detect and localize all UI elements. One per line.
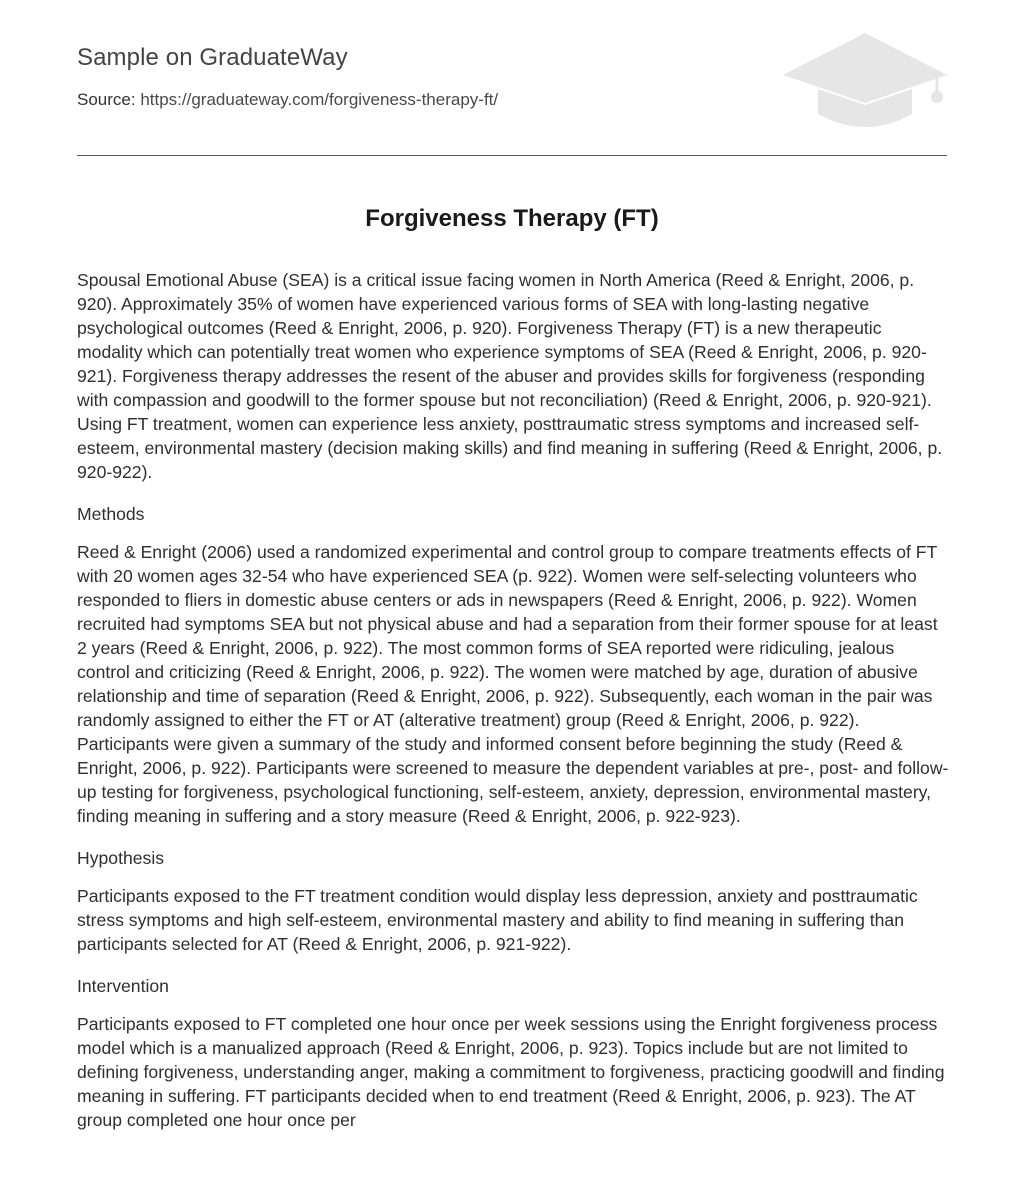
- methods-paragraph: Reed & Enright (2006) used a randomized experimental and control group to compare treatments effects of FT with 20 women ages 32-54 who have experienced SEA (p. 922). Women were self-selecting volunteers who responded to fliers in domestic abuse centers or ads in newspapers (Reed & Enright, 2006, p. 922). Women recruited had symptoms SEA but not physical abuse and had a separation from their former spouse for at least 2 years (Reed & Enright, 2006, p. 922). The most common forms of SEA reported were ridiculing, jealous control and criticizing (Reed & Enright, 2006, p. 922). The women were matched by age, duration of abusive relationship and time of separation (Reed & Enright, 2006, p. 922). Subsequently, each woman in the pair was randomly assigned to either the FT or AT (alterative treatment) group (Reed & Enright, 2006, p. 922). Participants were given a summary of the study and informed consent before beginning the study (Reed & Enright, 2006, p. 922). Participants were screened to measure the dependent variables at pre-, post- and follow-up testing for forgiveness, psychological functioning, self-esteem, anxiety, depression, environmental mastery, finding meaning in suffering and a story measure (Reed & Enright, 2006, p. 922-923).: [77, 542, 949, 826]
- intervention-heading: Intervention: [77, 976, 169, 996]
- intervention-paragraph: Participants exposed to FT completed one hour once per week sessions using the Enright forgiveness process model which is a manualized approach (Reed & Enright, 2006, p. 923). Topics include but are not limited to defining forgiveness, understanding anger, making a commitment to forgiveness, practicing goodwill and finding meaning in suffering. FT participants decided when to end treatment (Reed & Enright, 2006, p. 923). The AT group completed one hour once per: [77, 1014, 945, 1130]
- page: [77, 0, 949, 1130]
- document-body: [77, 268, 949, 1150]
- document-title: Forgiveness Therapy (FT): [365, 205, 659, 232]
- source-line: [77, 90, 498, 110]
- site-title: Sample on GraduateWay: [77, 44, 348, 71]
- hypothesis-paragraph: Participants exposed to the FT treatment condition would display less depression, anxiety and posttraumatic stress symptoms and high self-esteem, environmental mastery and ability to find meaning in suffering than participants selected for AT (Reed & Enright, 2006, p. 921-922).: [77, 886, 918, 954]
- source-label: Source:: [77, 90, 141, 109]
- graduation-cap-icon: [782, 32, 948, 132]
- header-divider: [77, 155, 947, 156]
- hypothesis-heading: Hypothesis: [77, 848, 165, 868]
- header: [77, 0, 947, 156]
- source-link[interactable]: https://graduateway.com/forgiveness-therapy-ft/: [140, 90, 499, 109]
- intro-paragraph: Spousal Emotional Abuse (SEA) is a critical issue facing women in North America (Reed & Enright, 2006, p. 920). Approximately 35% of women have experienced various forms of SEA with long-lasting negative psychological outcomes (Reed & Enright, 2006, p. 920). Forgiveness Therapy (FT) is a new therapeutic modality which can potentially treat women who experience symptoms of SEA (Reed & Enright, 2006, p. 920-921). Forgiveness therapy addresses the resent of the abuser and provides skills for forgiveness (responding with compassion and goodwill to the former spouse but not reconciliation) (Reed & Enright, 2006, p. 920-921). Using FT treatment, women can experience less anxiety, posttraumatic stress symptoms and increased self-esteem, environmental mastery (decision making skills) and find meaning in suffering (Reed & Enright, 2006, p. 920-922).: [77, 270, 943, 482]
- methods-heading: Methods: [77, 504, 145, 524]
